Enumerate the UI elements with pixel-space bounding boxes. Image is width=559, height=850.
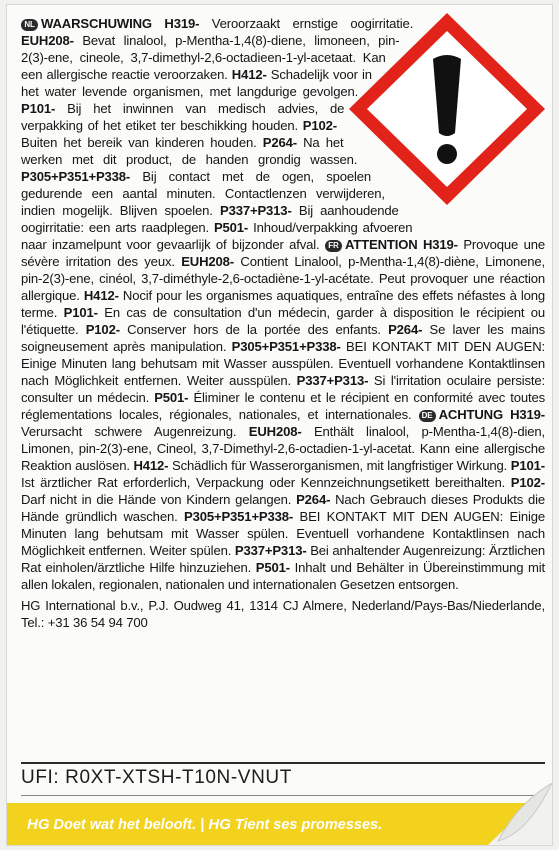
nl-p501-code: P501- [213, 220, 249, 235]
de-language-badge: DE [419, 410, 436, 422]
nl-p305-code: P305+P351+P338- [21, 169, 131, 184]
divider [21, 762, 545, 764]
de-p102-text: Darf nicht in die Hände von Kindern gelangen. [21, 492, 297, 507]
fr-p101-code: P101- [63, 305, 98, 320]
de-p264-text: Nach Gebrauch dieses Produkts die Hände gründlich waschen. [21, 492, 545, 524]
fr-language-badge: FR [325, 240, 342, 252]
de-p501-text: Inhalt und Behälter in Übereinstimmung mit allen lokalen, regionalen, nationalen und internationalen Gesetzen entsorgen. [21, 560, 545, 592]
fr-h319-code: H319- [422, 237, 458, 252]
slogan-banner [7, 803, 553, 846]
de-p101-code: P101- [510, 458, 545, 473]
nl-h319-code: H319- [164, 16, 200, 31]
nl-p305-text: Bij contact met de ogen, spoelen gedurende een aantal minuten. Contactlenzen verwijderen, indien mogelijk. Blijven spoelen. [21, 169, 385, 218]
fr-p305-code: P305+P351+P338- [231, 339, 341, 354]
de-h319-code: H319- [510, 407, 545, 422]
fr-p102-code: P102- [85, 322, 120, 337]
nl-heading: WAARSCHUWING [41, 16, 152, 31]
nl-p337-text: Bij aanhoudende oogirritatie: een arts raadplegen. [21, 203, 399, 235]
nl-p264-code: P264- [262, 135, 297, 150]
de-p305-code: P305+P351+P338- [183, 509, 294, 524]
divider [21, 795, 545, 796]
fr-h412-text: Nocif pour les organismes aquatiques, entraîne des effets néfastes à long terme. [21, 288, 546, 320]
nl-h319-text: Veroorzaakt ernstige oogirritatie. [199, 16, 414, 31]
fr-p337-text: Si l'irritation oculaire persiste: consulter un médecin. [21, 373, 545, 405]
fr-p264-text: Se laver les mains soigneusement après manipulation. [21, 322, 546, 354]
de-h412-code: H412- [133, 458, 169, 473]
de-p305-text: BEI KONTAKT MIT DEN AUGEN: Einige Minuten lang behutsam mit Wasser spülen. Eventuell vorhandene Kontaktlinsen nach Möglichkeit entfernen. Weiter spülen. [21, 509, 545, 558]
fr-p101-text: En cas de consultation d'un médecin, garder à disposition le récipient ou l'étiquette. [21, 305, 545, 337]
slogan-brand-fr: HG [204, 816, 231, 833]
company-address: HG International b.v., P.J. Oudweg 41, 1314 CJ Almere, Nederland/Pays-Bas/Niederlande, Tel.: +31 36 54 94 700 [21, 598, 545, 630]
nl-language-badge: NL [21, 19, 38, 31]
de-euh208-code: EUH208- [248, 424, 302, 439]
nl-h412-code: H412- [231, 67, 267, 82]
slogan-text-fr: Tient ses promesses. [230, 817, 383, 833]
de-heading: ACHTUNG [438, 407, 504, 422]
nl-euh208-text: Bevat linalool, p-Mentha-1,4(8)-diene, limoneen, pin-2(3)-ene, cineole, 3,7-dimethyl-2,6-octadieen-1-yl-acetaat. Kan een allergische reactie veroorzaken. [21, 33, 400, 82]
nl-p101-text: Bij het inwinnen van medisch advies, de verpakking of het etiket ter beschikking houden. [21, 101, 345, 133]
de-p337-text: Bei anhaltender Augenreizung: Ärztlichen Rat einholen/ärztliche Hilfe hinzuziehen. [21, 543, 545, 575]
fr-p305-text: BEI KONTAKT MIT DEN AUGEN: Einige Minuten lang behutsam mit Wasser ausspülen. Eventuell vorhandene Kontaktlinsen nach Möglichkeit entfernen. Weiter ausspülen. [21, 339, 545, 388]
fr-p501-text: Éliminer le contenu et le récipient en conformité avec toutes réglementations locales, régionales, nationales, et internationales. [21, 390, 545, 422]
slogan-separator: | [200, 817, 205, 833]
fr-h319-text: Provoque une sévère irritation des yeux. [21, 237, 545, 269]
nl-p501-text: Inhoud/verpakking afvoeren naar inzamelpunt voor gevaarlijk of bijzonder afval. [21, 220, 413, 252]
hazard-text [21, 15, 545, 631]
fr-p102-text: Conserver hors de la portée des enfants. [119, 322, 389, 337]
fr-p264-code: P264- [388, 322, 423, 337]
slogan-text-nl: Doet wat het belooft. [49, 817, 201, 833]
fr-euh208-code: EUH208- [181, 254, 235, 269]
nl-p102-code: P102- [302, 118, 337, 133]
de-p102-code: P102- [510, 475, 545, 490]
fr-heading: ATTENTION [344, 237, 418, 252]
slogan-brand-nl: HG [27, 816, 50, 833]
de-p264-code: P264- [296, 492, 331, 507]
nl-p264-text: Na het werken met dit product, de handen grondig wassen. [21, 135, 358, 167]
fr-euh208-text: Contient Linalool, p-Mentha-1,4(8)-diène, Limonene, pin-2(3)-ene, cinéol, 3,7-diméthyle-2,6-octadiène-1-yl-acétate. Peut provoquer une réaction allergique. [21, 254, 545, 303]
nl-p102-text: Buiten het bereik van kinderen houden. [21, 135, 263, 150]
nl-p337-code: P337+P313- [219, 203, 292, 218]
de-p337-code: P337+P313- [234, 543, 307, 558]
de-h412-text: Schädlich für Wasserorganismen, mit langfristiger Wirkung. [168, 458, 511, 473]
fr-h412-code: H412- [83, 288, 119, 303]
nl-h412-text: Schadelijk voor in het water levende organismen, met langdurige gevolgen. [21, 67, 372, 99]
nl-euh208-code: EUH208- [21, 33, 74, 48]
nl-p101-code: P101- [21, 101, 56, 116]
page-curl-decoration [488, 783, 552, 845]
ufi-code: UFI: R0XT-XTSH-T10N-VNUT [21, 767, 292, 788]
fr-p501-code: P501- [154, 390, 189, 405]
fr-p337-code: P337+P313- [296, 373, 369, 388]
de-euh208-text: Enthält linalool, p-Mentha-1,4(8)-dien, Limonen, pin-2(3)-ene, Cineol, 3,7-Dimethyl-2,6-octadien-1-yl-acetat. Kann eine allergische Reaktion auslösen. [21, 424, 545, 473]
product-label [6, 4, 553, 846]
de-h319-text: Verursacht schwere Augenreizung. [21, 424, 249, 439]
de-p501-code: P501- [255, 560, 290, 575]
de-p101-text: Ist ärztlicher Rat erforderlich, Verpackung oder Kennzeichnungsetikett bereithalten. [21, 475, 511, 490]
